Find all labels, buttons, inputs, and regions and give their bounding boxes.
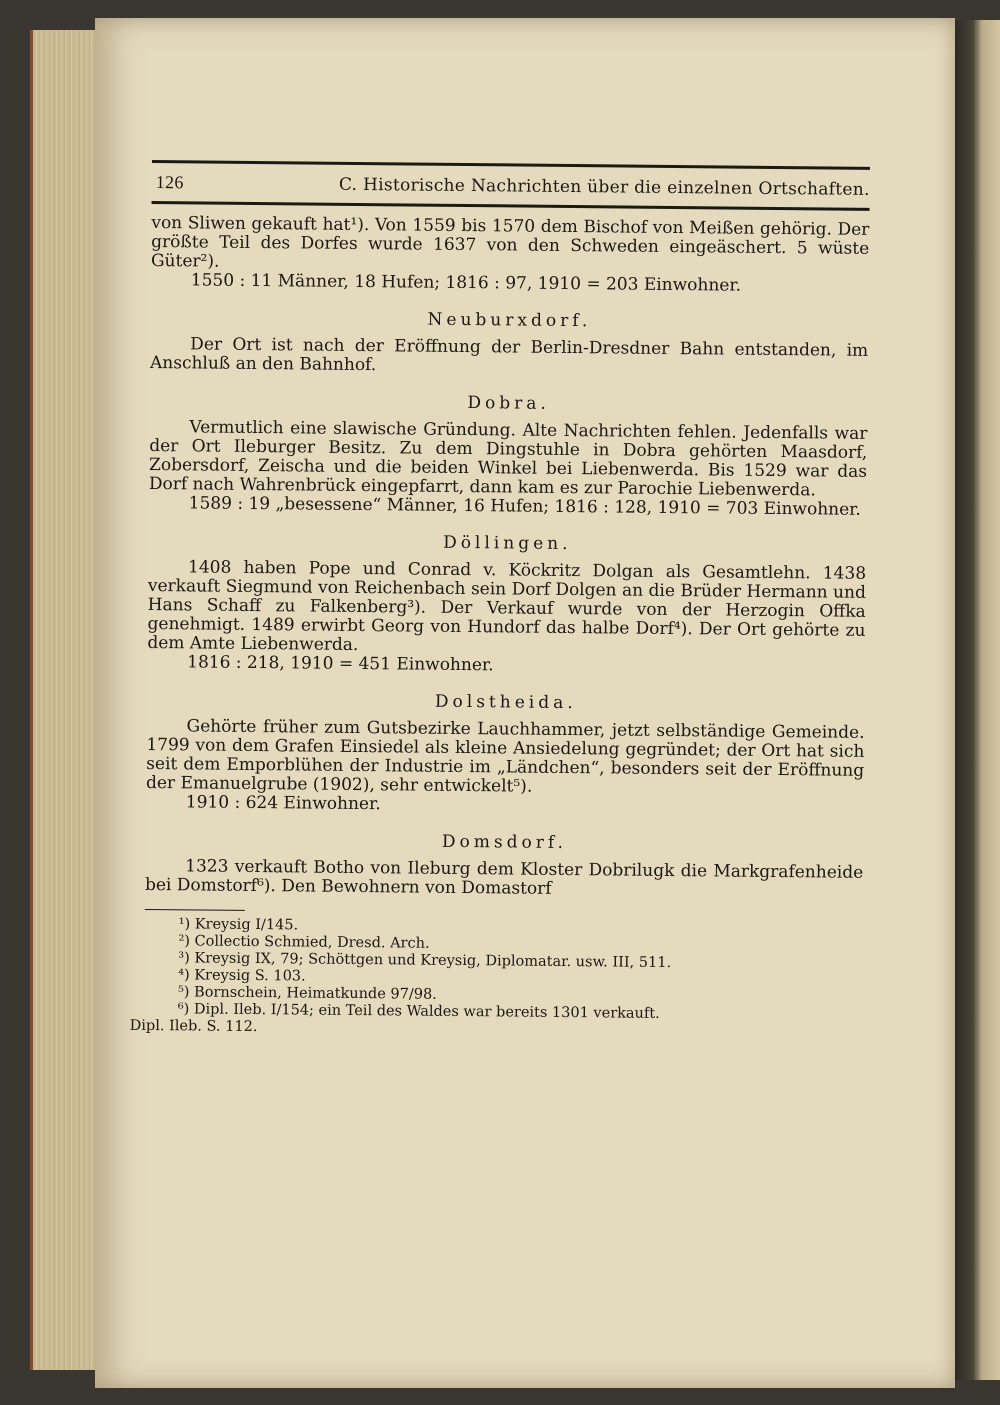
section-paragraph: Vermutlich eine slawische Gründung. Alte Nachrichten fehlen. Jedenfalls war der Ort Ileburger Besitz. Zu dem Dingstuhle in Dobra gehörten Maasdorf, Zobersdorf, Zeischa und die beiden Winkel bei Liebenwerda. Bis 1529 war das Dorf nach Wahrenbrück eingepfarrt, dann kam es zur Parochie Liebenwerda. <box>148 417 868 501</box>
footnote: ²) Collectio Schmied, Dresd. Arch. <box>178 933 430 952</box>
section-heading-doellingen: Döllingen. <box>443 532 572 555</box>
footnote: ⁶) Dipl. Ileb. I/154; ein Teil des Waldes war bereits 1301 verkauft. <box>177 1001 660 1022</box>
section-heading-domsdorf: Domsdorf. <box>441 831 568 854</box>
running-header <box>152 160 870 211</box>
footnote-continuation: Dipl. Ileb. S. 112. <box>129 1017 258 1036</box>
footnote-divider <box>145 909 245 911</box>
footnote: ¹) Kreysig I/145. <box>178 916 299 934</box>
section-paragraph: Gehörte früher zum Gutsbezirke Lauchhammer, jetzt selbständige Gemeinde. 1799 von dem Grafen Einsiedel als kleine Ansiedelung gegründet; der Ort hat sich seit dem Emporblühen der Industrie im „Ländchen“, besonders seit der Eröffnung der Emanuelgrube (1902), sehr entwickelt⁵). <box>145 716 865 797</box>
section-paragraph: 1408 haben Pope und Conrad v. Köckritz Dolgan als Gesamtlehn. 1438 verkauft Siegmund von Reichenbach sein Dorf Dolgen an die Brüder Hermann und Hans Schaff zu Falkenberg³). Der Verkauf wurde von der Herzogin Offka genehmigt. 1489 erwirbt Georg von Hundorf das halbe Dorf⁴). Der Ort gehörte zu dem Amte Liebenwerda. <box>147 557 867 656</box>
section-statistics: 1910 : 624 Einwohner. <box>185 792 381 815</box>
section-statistics: 1816 : 218, 1910 = 451 Einwohner. <box>187 652 494 676</box>
intro-paragraph: von Sliwen gekauft hat¹). Von 1559 bis 1570 dem Bischof von Meißen gehörig. Der größte Teil des Dorfes wurde 1637 von den Schweden eingeäschert. 5 wüste Güter²). <box>150 212 870 272</box>
section-heading-dobra: Dobra. <box>467 393 550 414</box>
page-stack-left <box>30 30 103 1370</box>
page-stack-right <box>955 20 1000 1380</box>
page-number: 126 <box>155 172 184 193</box>
footnote: ³) Kreysig IX, 79; Schöttgen und Kreysig, Diplomatar. usw. III, 511. <box>178 950 672 972</box>
section-heading-dolstheida: Dolstheida. <box>434 691 577 714</box>
section-paragraph: Der Ort ist nach der Eröffnung der Berlin-Dresdner Bahn entstanden, im Anschluß an den Bahnhof. <box>149 334 869 376</box>
section-statistics: 1589 : 19 „besessene“ Männer, 16 Hufen; 1816 : 128, 1910 = 703 Einwohner. <box>188 493 861 520</box>
page-text <box>129 160 870 1042</box>
running-title: C. Historische Nachrichten über die einzelnen Ortschaften. <box>338 174 870 200</box>
footnote: ⁴) Kreysig S. 103. <box>178 967 306 985</box>
intro-statistics: 1550 : 11 Männer, 18 Hufen; 1816 : 97, 1910 = 203 Einwohner. <box>190 270 742 296</box>
section-paragraph: 1323 verkauft Botho von Ileburg dem Kloster Dobrilugk die Markgrafenheide bei Domstorf⁶). Den Bewohnern von Domastorf <box>144 856 864 899</box>
footnote: ⁵) Bornschein, Heimatkunde 97/98. <box>177 984 437 1003</box>
section-heading-neuburxdorf: Neuburxdorf. <box>427 309 592 332</box>
